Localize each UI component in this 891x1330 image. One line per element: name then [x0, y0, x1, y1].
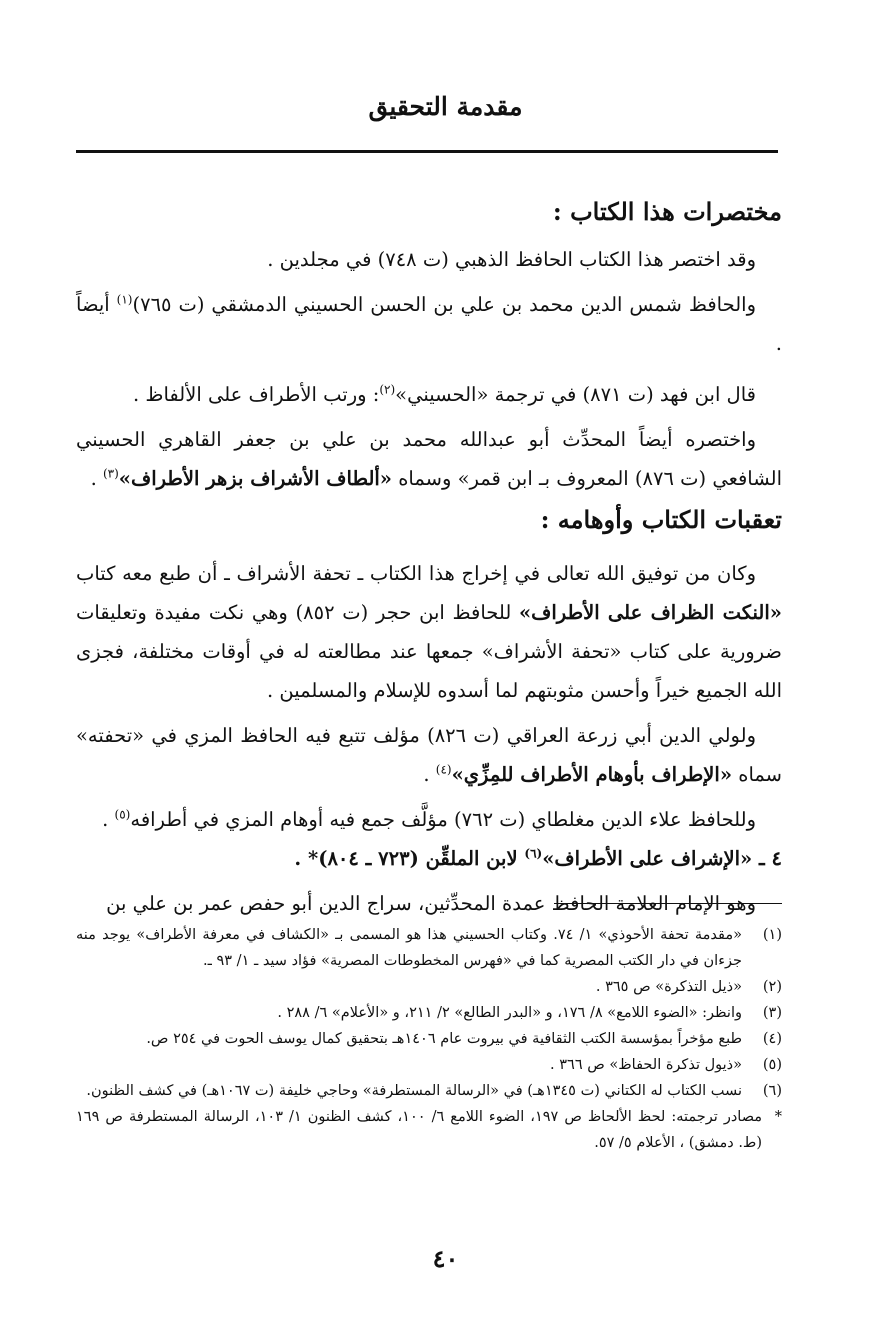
footnote-text: طبع مؤخراً بمؤسسة الكتب الثقافية في بيروت عام ١٤٠٦هـ بتحقيق كمال يوسف الحوت في ٢٥٤ ص. [146, 1031, 742, 1047]
paragraph-text: والحافظ شمس الدين محمد بن علي بن الحسن الحسيني الدمشقي (ت ٧٦٥) [132, 293, 756, 316]
footnote-ref: (٤) [435, 762, 452, 777]
book-title: «الإطراف بأوهام الأطراف للمِزِّي» [451, 763, 733, 786]
paragraph [76, 420, 782, 498]
paragraph [76, 375, 782, 414]
footnote-number: (٤) [762, 1031, 782, 1047]
book-title: «الإشراف على الأطراف» [542, 847, 753, 870]
header-rule [76, 150, 778, 153]
footnote-text: «ذيول تذكرة الحفاظ» ص ٣٦٦ . [550, 1057, 742, 1073]
running-head: مقدمة التحقيق [368, 92, 523, 121]
paragraph [76, 240, 782, 279]
footnote-asterisk: * [774, 1109, 782, 1125]
footnote-ref: (٥) [114, 807, 131, 822]
footnote-separator [554, 903, 782, 904]
footnote [76, 1026, 782, 1052]
footnote-text: مصادر ترجمته: لحظ الألحاظ ص ١٩٧، الضوء اللامع ٦/ ١٠٠، كشف الظنون ١/ ١٠٣، الرسالة المستطرفة ص ١٦٩ (ط. دمشق) ، الأعلام ٥/ ٥٧. [76, 1109, 763, 1151]
paragraph-text: . [90, 467, 103, 490]
paragraph-text: وكان من توفيق الله تعالى في إخراج هذا الكتاب ـ تحفة الأشراف ـ أن طبع معه كتاب [76, 562, 756, 585]
main-text [76, 190, 782, 923]
paragraph-text: . [102, 808, 115, 831]
book-title: «النكت الظراف على الأطراف» [518, 601, 782, 624]
footnote-text: نسب الكتاب له الكتاني (ت ١٣٤٥هـ) في «الرسالة المستطرفة» وحاجي خليفة (ت ١٠٦٧هـ) في كشف الظنون. [86, 1083, 742, 1099]
paragraph-text: ولولي الدين أبي زرعة العراقي (ت ٨٢٦) مؤلف تتبع فيه الحافظ المزي في «تحفته» سماه [76, 724, 782, 786]
footnotes [76, 922, 782, 1156]
page-number: ٤٠ [432, 1244, 459, 1273]
paragraph-text: : ورتب الأطراف على الألفاظ . [133, 383, 380, 406]
numbered-item [76, 839, 782, 878]
footnote-text: «ذيل التذكرة» ص ٣٦٥ . [595, 979, 742, 995]
paragraph-text: وللحافظ علاء الدين مغلطاي (ت ٧٦٢) مؤلَّف جمع فيه أوهام المزي في أطرافه [130, 808, 756, 831]
footnote-number: (٥) [762, 1057, 782, 1073]
section-heading-critiques: تعقبات الكتاب وأوهامه : [540, 505, 782, 534]
paragraph-text: وقد اختصر هذا الكتاب الحافظ الذهبي (ت ٧٤٨) في مجلدين . [267, 248, 756, 271]
paragraph [76, 716, 782, 794]
footnote-number: (٢) [762, 979, 782, 995]
paragraph [76, 554, 782, 710]
footnote [76, 974, 782, 1000]
footnote-number: (٦) [762, 1083, 782, 1099]
footnote-text: «مقدمة تحفة الأحوذي» ١/ ٧٤. وكتاب الحسيني هذا هو المسمى بـ «الكشاف في معرفة الأطراف» يوجد منه جزءان في دار الكتب المصرية كما في «فهرس المخطوطات المصرية» فؤاد سيد ـ ١/ ٩٣ ـ. [76, 927, 742, 969]
item-number: ٤ ـ [752, 847, 782, 870]
paragraph-text: واختصره أيضاً المحدِّث أبو عبدالله محمد بن علي بن جعفر القاهري الحسيني الشافعي (ت ٨٧٦) المعروف بـ ابن قمر» وسماه [76, 428, 782, 490]
footnote-number: (٣) [762, 1005, 782, 1021]
paragraph-text: قال ابن فهد (ت ٨٧١) في ترجمة «الحسيني» [395, 383, 756, 406]
footnote [76, 1078, 782, 1104]
item-author: لابن الملقِّن (٧٢٣ ـ ٨٠٤)* . [294, 847, 525, 870]
paragraph-text: وهو الإمام العلامة الحافظ عمدة المحدِّثين، سراج الدين أبو حفص عمر بن علي بن [106, 892, 756, 915]
footnote-sources [76, 1104, 782, 1156]
footnote-ref: (٢) [379, 382, 396, 397]
footnote-text: وانظر: «الضوء اللامع» ٨/ ١٧٦، و «البدر الطالع» ٢/ ٢١١، و «الأعلام» ٦/ ٢٨٨ . [277, 1005, 742, 1021]
footnote [76, 1000, 782, 1026]
paragraph-text: . [423, 763, 436, 786]
book-title: «ألطاف الأشراف بزهر الأطراف» [118, 467, 392, 490]
footnote [76, 922, 782, 974]
section-heading-abridgements: مختصرات هذا الكتاب : [552, 197, 782, 226]
footnote-ref: (٦) [524, 846, 543, 861]
footnote [76, 1052, 782, 1078]
footnote-ref: (٣) [102, 466, 119, 481]
footnote-number: (١) [762, 927, 782, 943]
paragraph [76, 800, 782, 839]
footnote-ref: (١) [116, 292, 133, 307]
paragraph-text: للحافظ ابن حجر (ت ٨٥٢) وهي نكت مفيدة وتعليقات ضرورية على كتاب «تحفة الأشراف» جمعها عند مطالعته له في أوقات مختلفة، فجزى الله الجميع خيراً وأحسن مثوبتهم لما أسدوه للإسلام والمسلمين . [76, 601, 782, 702]
paragraph [76, 285, 782, 363]
paragraph-text: أيضاً . [76, 293, 782, 355]
